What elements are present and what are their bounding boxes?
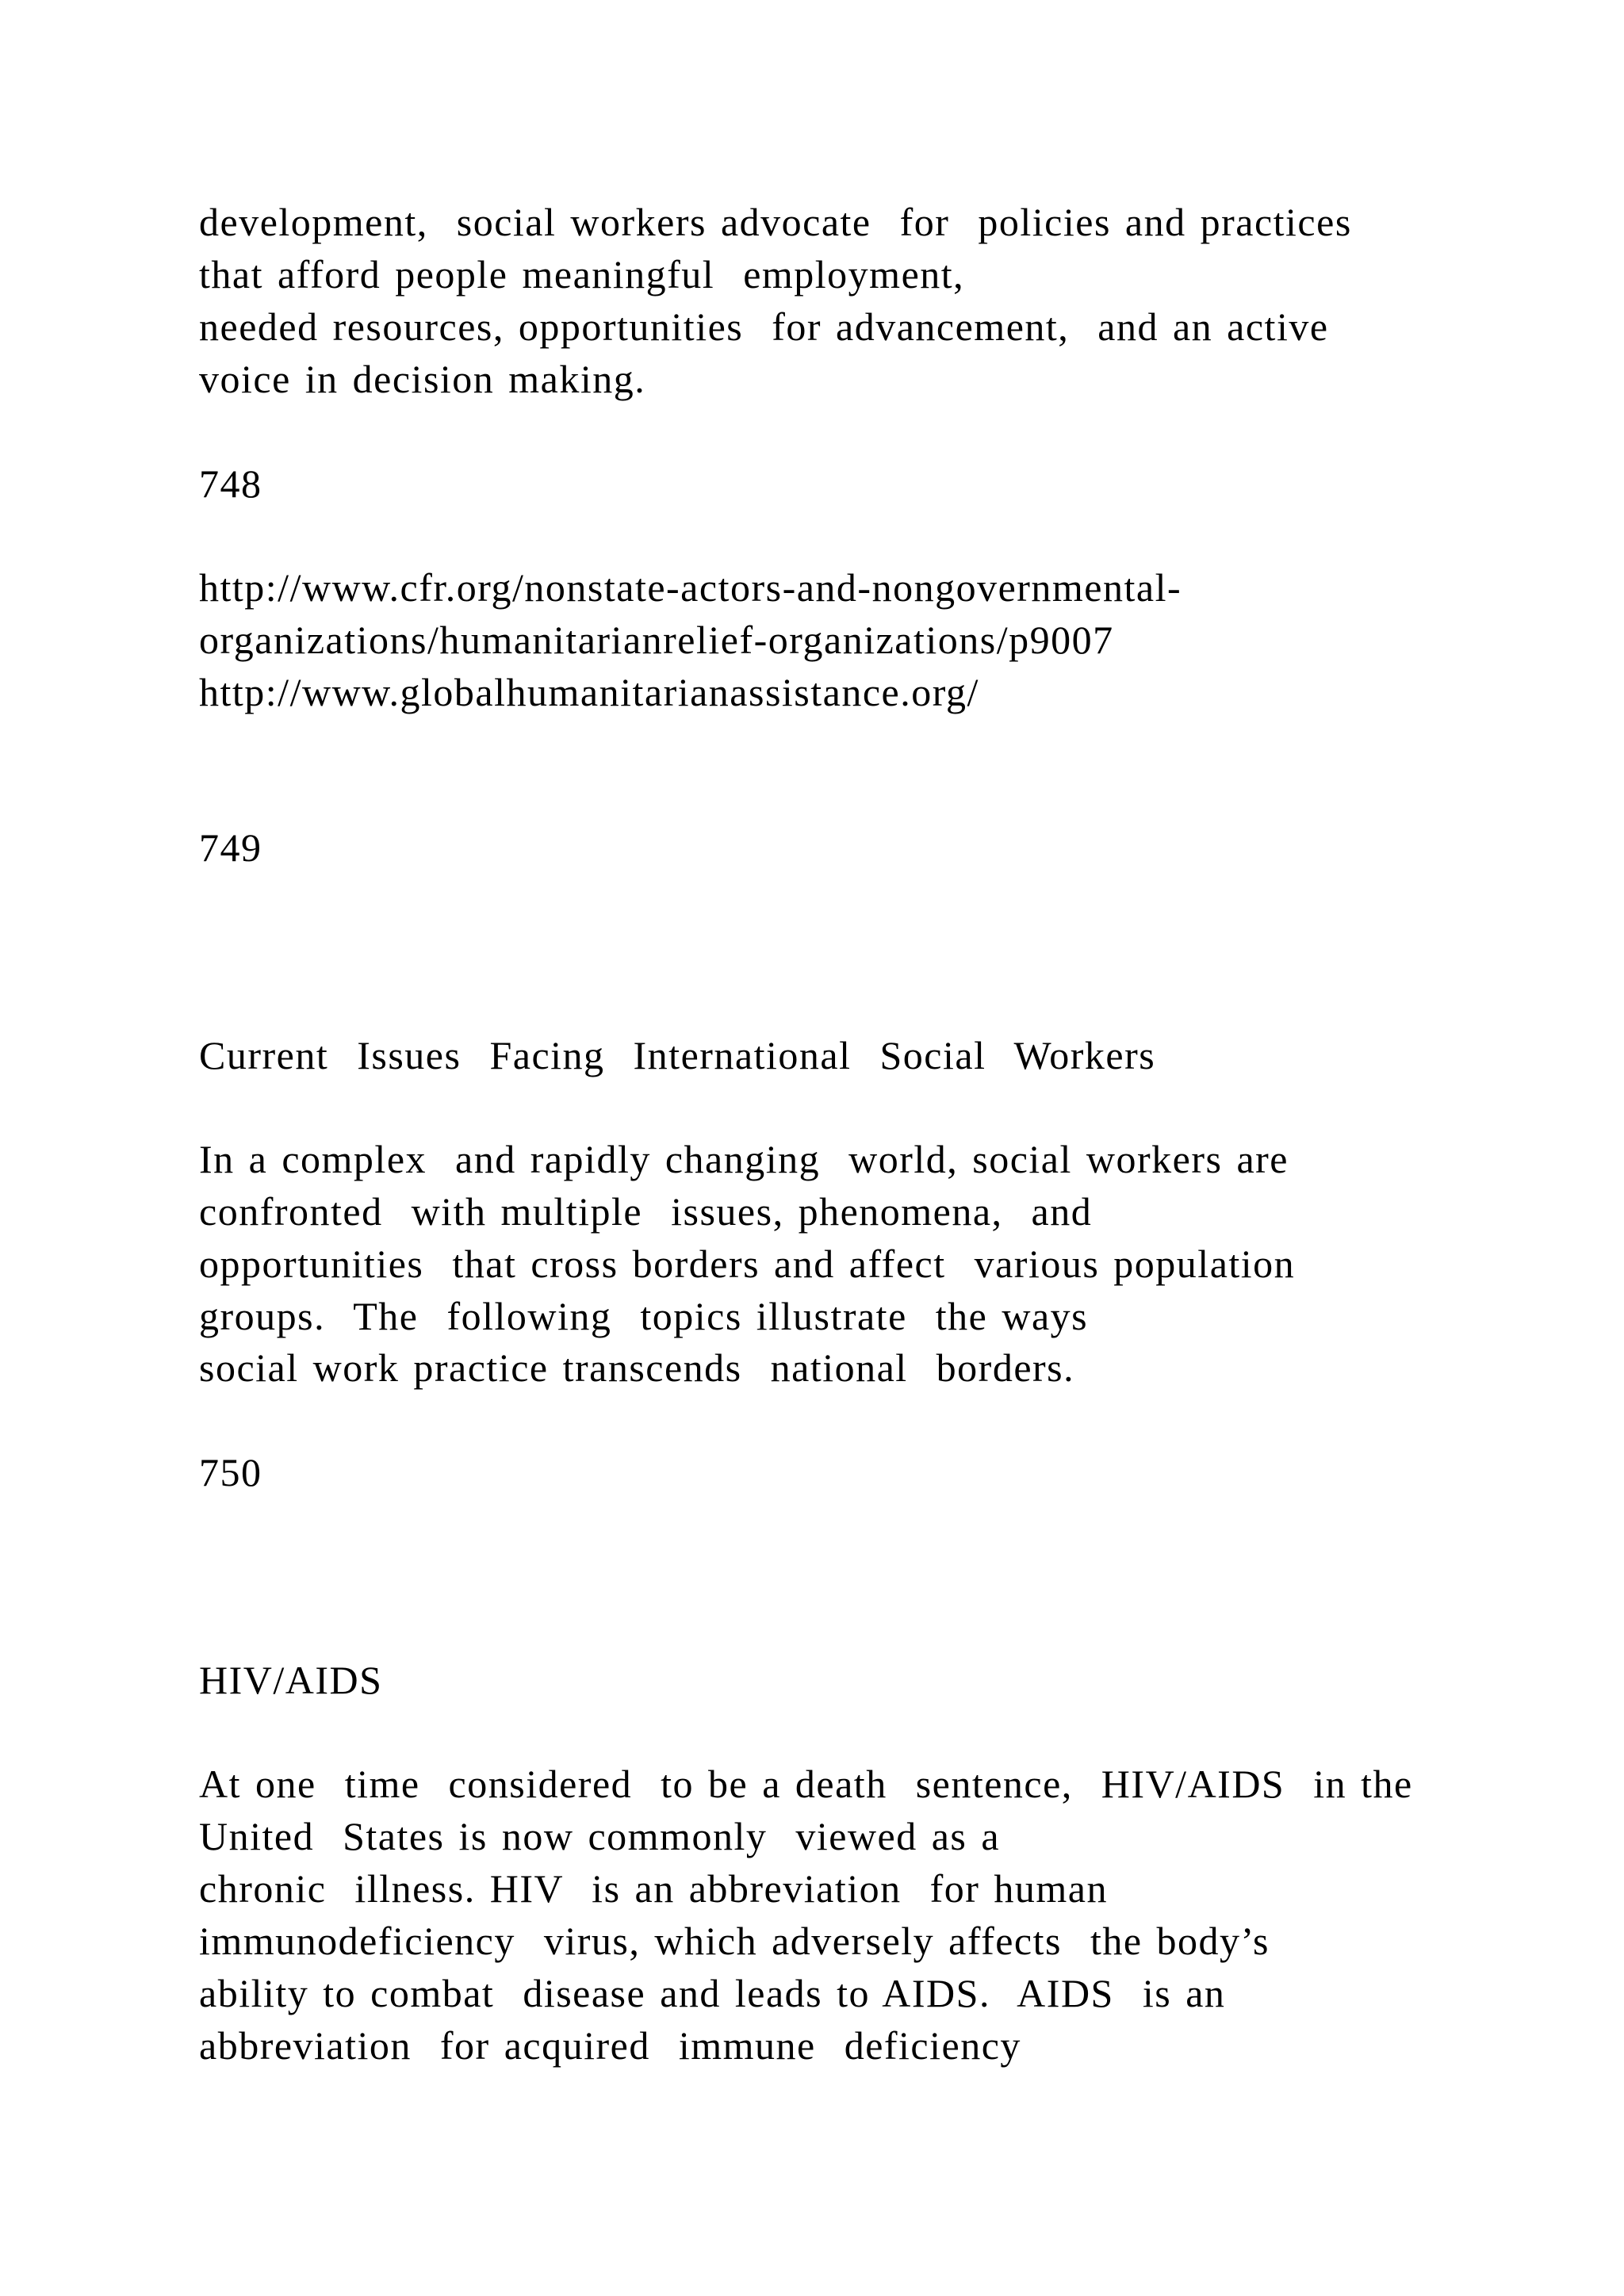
paragraph-line: voice in decision making. [199, 357, 646, 401]
paragraph-line: immunodeficiency virus, which adversely affects the body’s [199, 1919, 1270, 1963]
section-heading: Current Issues Facing International Social Workers [199, 1033, 1156, 1077]
page-number: 750 [199, 1450, 262, 1494]
paragraph-line: needed resources, opportunities for advancement, and an active [199, 304, 1329, 349]
paragraph-line: abbreviation for acquired immune deficiency [199, 2023, 1021, 2068]
paragraph-line: United States is now commonly viewed as a [199, 1814, 1001, 1858]
paragraph-line: groups. The following topics illustrate the ways [199, 1294, 1089, 1338]
paragraph-line: opportunities that cross borders and affect various population [199, 1242, 1296, 1286]
paragraph-line: At one time considered to be a death sentence, HIV/AIDS in the [199, 1762, 1413, 1806]
paragraph-line: social work practice transcends national borders. [199, 1345, 1075, 1390]
reference-link: http://www.cfr.org/nonstate-actors-and-nongovernmental- [199, 565, 1182, 610]
paragraph-line: chronic illness. HIV is an abbreviation for human [199, 1866, 1109, 1911]
paragraph-line: development, social workers advocate for policies and practices [199, 200, 1352, 244]
page-number: 748 [199, 461, 262, 506]
paragraph-line: In a complex and rapidly changing world, social workers are [199, 1137, 1289, 1181]
paragraph-line: ability to combat disease and leads to AIDS. AIDS is an [199, 1971, 1226, 2015]
page-number: 749 [199, 825, 262, 870]
section-heading: HIV/AIDS [199, 1658, 383, 1702]
reference-link: http://www.globalhumanitarianassistance.org/ [199, 670, 979, 714]
paragraph-line: that afford people meaningful employment, [199, 252, 965, 297]
paragraph-line: confronted with multiple issues, phenomena, and [199, 1189, 1093, 1234]
reference-link: organizations/humanitarianrelief-organizations/p9007 [199, 618, 1114, 662]
